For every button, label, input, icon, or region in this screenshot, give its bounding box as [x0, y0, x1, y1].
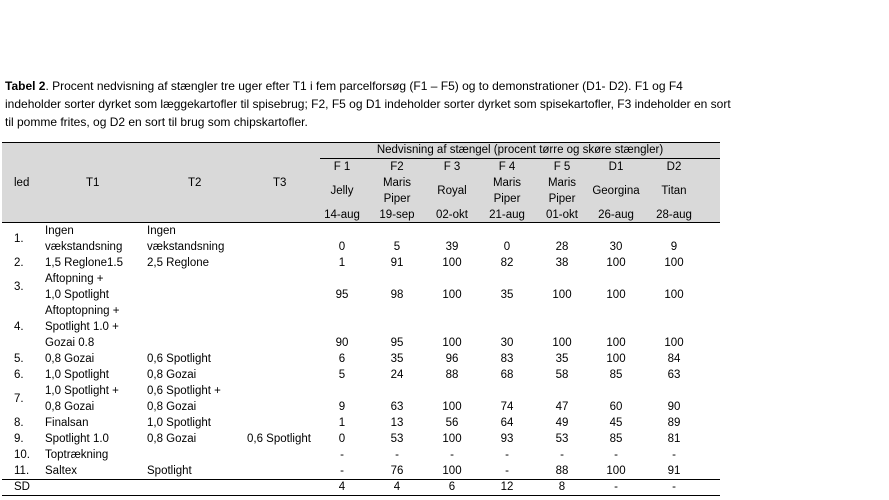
field-variety: Maris — [547, 177, 577, 189]
value-cell: 13 — [390, 417, 404, 429]
value-cell: 100 — [606, 465, 626, 477]
row-t2: 0,8 Gozai — [147, 433, 197, 445]
value-cell: 63 — [667, 369, 681, 381]
field-date: 19-sep — [379, 209, 415, 221]
value-cell: - — [560, 449, 564, 461]
value-cell: - — [505, 465, 509, 477]
row-t1: 0,8 Gozai — [45, 353, 95, 365]
col-header-t3: T3 — [273, 177, 287, 189]
row-t2: 0,6 Spotlight + — [147, 385, 221, 397]
row-number: 5. — [14, 353, 24, 365]
col-header-t2: T2 — [188, 177, 202, 189]
value-cell: 35 — [500, 289, 514, 301]
value-cell: 6 — [338, 353, 346, 365]
row-t1: Spotlight 1.0 — [45, 433, 109, 445]
field-date: 01-okt — [546, 209, 578, 221]
row-t1: Saltex — [45, 465, 77, 477]
value-cell: 28 — [555, 241, 569, 253]
value-cell: 100 — [442, 337, 462, 349]
value-cell: 91 — [390, 257, 404, 269]
value-cell: 100 — [442, 465, 462, 477]
row-t1: 1,0 Spotlight — [45, 289, 109, 301]
field-variety: Jelly — [330, 185, 354, 197]
value-cell: 85 — [609, 433, 623, 445]
value-cell: 100 — [664, 289, 684, 301]
field-date: 21-aug — [489, 209, 525, 221]
field-date: 14-aug — [324, 209, 360, 221]
caption-text: . Procent nedvisning af stængler tre uger efter T1 i fem parcelforsøg (F1 – F5) og to demonstrationer (D1- D2). F1 og F4 indeholder sorter dyrket som læggekartofler til spisebrug; F2, F5 og D1 indeholder sorter dyrket som spisekartofler, F3 indeholder en sort til pomme frites, og D2 en sort til brug som chipskartofler. — [5, 79, 731, 129]
value-cell: 0 — [503, 241, 511, 253]
row-number: 2. — [14, 257, 24, 269]
value-cell: 100 — [552, 289, 572, 301]
value-cell: 0 — [338, 241, 346, 253]
table-bottom-rule — [2, 495, 720, 496]
value-cell: 88 — [555, 465, 569, 477]
sd-value: 4 — [338, 481, 346, 493]
value-cell: 53 — [555, 433, 569, 445]
row-t1: Gozai 0.8 — [45, 337, 95, 349]
value-cell: 1 — [338, 257, 346, 269]
value-cell: 98 — [390, 289, 404, 301]
value-cell: 45 — [609, 417, 623, 429]
value-cell: 68 — [500, 369, 514, 381]
value-cell: 83 — [500, 353, 514, 365]
value-cell: - — [340, 465, 344, 477]
row-number: 3. — [14, 281, 24, 293]
value-cell: 95 — [390, 337, 404, 349]
row-number: 8. — [14, 417, 24, 429]
value-cell: 91 — [667, 465, 681, 477]
value-cell: - — [505, 449, 509, 461]
field-variety: Titan — [661, 185, 687, 197]
value-cell: 74 — [500, 401, 514, 413]
value-cell: 89 — [667, 417, 681, 429]
row-t2: 0,6 Spotlight — [147, 353, 211, 365]
row-number: 10. — [14, 449, 30, 461]
sd-label: SD — [14, 481, 30, 493]
value-cell: 47 — [555, 401, 569, 413]
value-cell: 100 — [606, 337, 626, 349]
field-code: F 4 — [498, 161, 516, 173]
field-variety: Piper — [493, 193, 521, 205]
sd-value: 6 — [448, 481, 456, 493]
row-t1: 0,8 Gozai — [45, 401, 95, 413]
value-cell: 1 — [338, 417, 346, 429]
value-cell: 58 — [555, 369, 569, 381]
group-header: Nedvisning af stængel (procent tørre og skøre stængler) — [376, 144, 664, 156]
value-cell: 56 — [445, 417, 459, 429]
field-code: F 1 — [333, 161, 351, 173]
row-t1: 1,5 Reglone1.5 — [45, 257, 124, 269]
value-cell: 100 — [442, 289, 462, 301]
field-date: 02-okt — [436, 209, 468, 221]
value-cell: 82 — [500, 257, 514, 269]
value-cell: 100 — [606, 289, 626, 301]
field-code: F 5 — [553, 161, 571, 173]
row-t1: 1,0 Spotlight + — [45, 385, 119, 397]
row-t1: vækstandsning — [45, 241, 123, 253]
value-cell: 100 — [664, 257, 684, 269]
row-t2: Ingen — [147, 225, 176, 237]
value-cell: 5 — [393, 241, 401, 253]
row-t1: Ingen — [45, 225, 74, 237]
value-cell: 100 — [442, 257, 462, 269]
value-cell: 100 — [606, 257, 626, 269]
sd-value: 8 — [558, 481, 566, 493]
value-cell: 5 — [338, 369, 346, 381]
row-t2: vækstandsning — [147, 241, 225, 253]
value-cell: 9 — [670, 241, 678, 253]
row-t1: Toptrækning — [45, 449, 109, 461]
value-cell: 35 — [390, 353, 404, 365]
field-code: F 3 — [443, 161, 461, 173]
field-date: 28-aug — [656, 209, 692, 221]
value-cell: 76 — [390, 465, 404, 477]
value-cell: 100 — [552, 337, 572, 349]
row-t2: Spotlight — [147, 465, 192, 477]
value-cell: 24 — [390, 369, 404, 381]
caption-label: Tabel 2 — [5, 79, 46, 93]
value-cell: 39 — [445, 241, 459, 253]
value-cell: - — [672, 449, 676, 461]
value-cell: 81 — [667, 433, 681, 445]
value-cell: - — [340, 449, 344, 461]
value-cell: 63 — [390, 401, 404, 413]
value-cell: 84 — [667, 353, 681, 365]
field-variety: Piper — [548, 193, 576, 205]
field-code: D2 — [666, 161, 682, 173]
value-cell: 53 — [390, 433, 404, 445]
row-t2: 0,8 Gozai — [147, 401, 197, 413]
row-t2: 0,8 Gozai — [147, 369, 197, 381]
field-code: D1 — [608, 161, 624, 173]
value-cell: 49 — [555, 417, 569, 429]
row-number: 4. — [14, 321, 24, 333]
row-t1: Spotlight 1.0 + — [45, 321, 119, 333]
value-cell: 90 — [667, 401, 681, 413]
field-code: F2 — [390, 161, 404, 173]
value-cell: 30 — [500, 337, 514, 349]
row-t1: Aftoptopning + — [45, 305, 120, 317]
col-header-led: led — [14, 177, 30, 189]
row-number: 1. — [14, 233, 24, 245]
field-variety: Piper — [383, 193, 411, 205]
sd-value: 12 — [500, 481, 514, 493]
row-t2: 2,5 Reglone — [147, 257, 210, 269]
value-cell: 64 — [500, 417, 514, 429]
row-t3: 0,6 Spotlight — [247, 433, 311, 445]
value-cell: 38 — [555, 257, 569, 269]
row-t1: Aftopning + — [45, 273, 104, 285]
value-cell: 0 — [338, 433, 346, 445]
value-cell: - — [395, 449, 399, 461]
value-cell: 100 — [442, 401, 462, 413]
value-cell: 90 — [335, 337, 349, 349]
value-cell: 96 — [445, 353, 459, 365]
value-cell: 60 — [609, 401, 623, 413]
table-caption — [5, 77, 735, 131]
row-t2: 1,0 Spotlight — [147, 417, 211, 429]
field-date: 26-aug — [598, 209, 634, 221]
row-number: 6. — [14, 369, 24, 381]
row-number: 9. — [14, 433, 24, 445]
sd-value: 4 — [393, 481, 401, 493]
value-cell: 93 — [500, 433, 514, 445]
row-number: 11. — [14, 465, 30, 477]
field-variety: Maris — [382, 177, 412, 189]
value-cell: - — [614, 449, 618, 461]
field-variety: Royal — [437, 185, 467, 197]
value-cell: 85 — [609, 369, 623, 381]
field-variety: Maris — [492, 177, 522, 189]
field-variety: Georgina — [592, 185, 640, 197]
sd-value: - — [614, 481, 618, 493]
value-cell: 35 — [555, 353, 569, 365]
value-cell: 100 — [442, 433, 462, 445]
value-cell: - — [450, 449, 454, 461]
value-cell: 100 — [664, 337, 684, 349]
row-t1: Finalsan — [45, 417, 89, 429]
value-cell: 100 — [606, 353, 626, 365]
value-cell: 30 — [609, 241, 623, 253]
row-number: 7. — [14, 393, 24, 405]
value-cell: 88 — [445, 369, 459, 381]
col-header-t1: T1 — [86, 177, 100, 189]
value-cell: 9 — [338, 401, 346, 413]
sd-value: - — [672, 481, 676, 493]
value-cell: 95 — [335, 289, 349, 301]
row-t1: 1,0 Spotlight — [45, 369, 109, 381]
